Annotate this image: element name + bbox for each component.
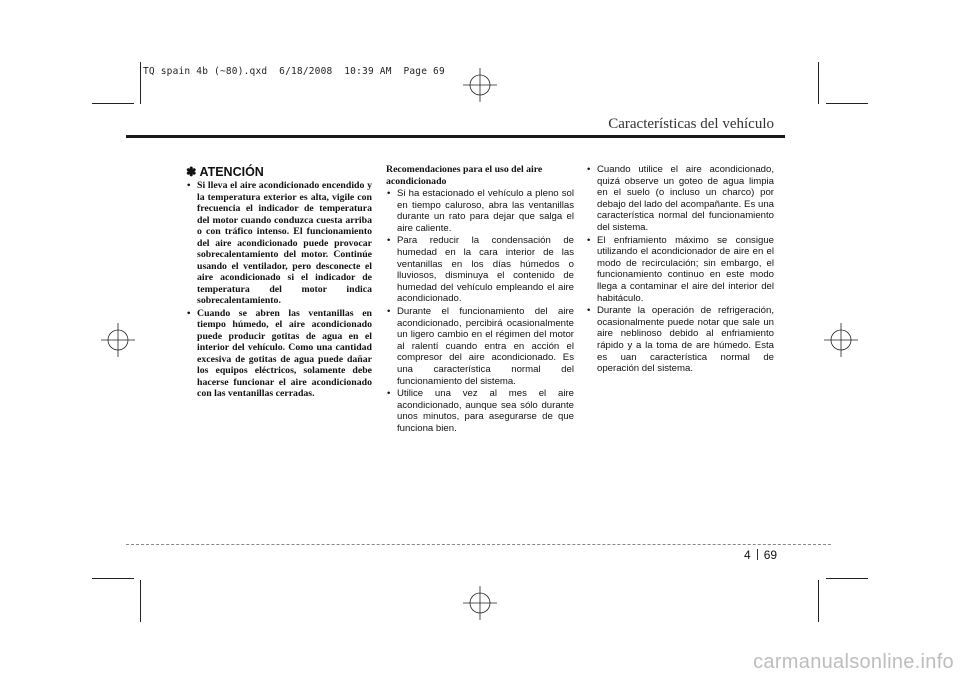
footer-dashed-rule (126, 544, 831, 545)
section-title: Características del vehículo (608, 116, 774, 132)
attention-heading (186, 164, 372, 179)
crop-mark (818, 62, 819, 104)
list-item: • Cuando se abren las ventanillas en tiempo húmedo, el aire acondicionado puede producir gotitas de agua en el interior del vehículo. Como una cantidad excesiva de gotitas de agua puede dañar los equipos eléctricos, solamente debe hacerse funcionar el aire acondicionado con las ventanillas cerradas. (186, 308, 372, 400)
crop-mark (92, 578, 134, 579)
page-number-divider (757, 549, 758, 560)
list-item: • El enfriamiento máximo se consigue utilizando el acondicionador de aire en el modo de recirculación; sin embargo, el funcionamiento continuo en este modo llega a contaminar el aire del interior del habitáculo. (586, 235, 774, 305)
registration-mark-icon (463, 68, 497, 102)
list-item: • Si ha estacionado el vehículo a pleno sol en tiempo caluroso, abra las ventanillas durante un rato para dejar que salga el aire caliente. (386, 188, 574, 234)
chapter-number: 4 (744, 548, 751, 562)
recommendations-list (386, 188, 574, 434)
crop-mark (92, 103, 134, 104)
list-item: • Si lleva el aire acondicionado encendido y la temperatura exterior es alta, vigile con frecuencia el indicador de temperatura del motor cuando conduzca cuesta arriba o con tráfico intenso. El funcionamiento del aire acondicionado puede provocar sobrecalentamiento del motor. Continúe usando el ventilador, pero desconecte el aire acondicionado si el indicador de temperatura del motor indica sobrecalentamiento. (186, 180, 372, 307)
attention-title: ATENCIÓN (199, 165, 264, 179)
crop-mark (140, 62, 141, 104)
recommendations-column (386, 164, 574, 435)
print-slug-line: TQ spain 4b (~80).qxd 6/18/2008 10:39 AM Page 69 (143, 66, 445, 77)
list-item: • Utilice una vez al mes el aire acondicionado, aunque sea sólo durante unos minutos, para asegurarse de que funciona bien. (386, 388, 574, 434)
crop-mark (826, 578, 868, 579)
crop-mark (140, 580, 141, 622)
attention-column (186, 164, 372, 401)
asterisk-icon: ✽ (186, 165, 197, 179)
page-number-value: 69 (763, 548, 778, 562)
registration-mark-icon (463, 586, 497, 620)
crop-mark (818, 580, 819, 622)
watermark-text: carmanualsonline.info (753, 651, 954, 673)
registration-mark-icon (824, 323, 858, 357)
list-item: • Durante la operación de refrigeración, ocasionalmente puede notar que sale un aire neblinoso debido al enfriamiento rápido y a la toma de are húmedo. Esta es uan característica normal de operación del sistema. (586, 305, 774, 375)
header-rule (126, 135, 785, 138)
list-item: • Para reducir la condensación de humedad en la cara interior de las ventanillas en los días húmedos o lluviosos, disminuya el contenido de humedad del vehículo empleando el aire acondicionado. (386, 235, 574, 305)
page-number (744, 548, 777, 562)
list-item: • Cuando utilice el aire acondicionado, quizá observe un goteo de agua limpia en el suelo (o incluso un charco) por debajo del lado del acompañante. Es una característica normal del funcionamiento del sistema. (586, 164, 774, 234)
list-item: • Durante el funcionamiento del aire acondicionado, percibirá ocasionalmente un ligero cambio en el régimen del motor al ralentí cuando entra en acción el compresor del aire acondicionado. Es una característica normal del funcionamiento del sistema. (386, 306, 574, 387)
continued-column (586, 164, 774, 376)
recommendations-heading: Recomendaciones para el uso del aire acondicionado (386, 164, 543, 187)
continued-list (586, 164, 774, 375)
attention-list (186, 180, 372, 400)
registration-mark-icon (101, 323, 135, 357)
crop-mark (826, 103, 868, 104)
